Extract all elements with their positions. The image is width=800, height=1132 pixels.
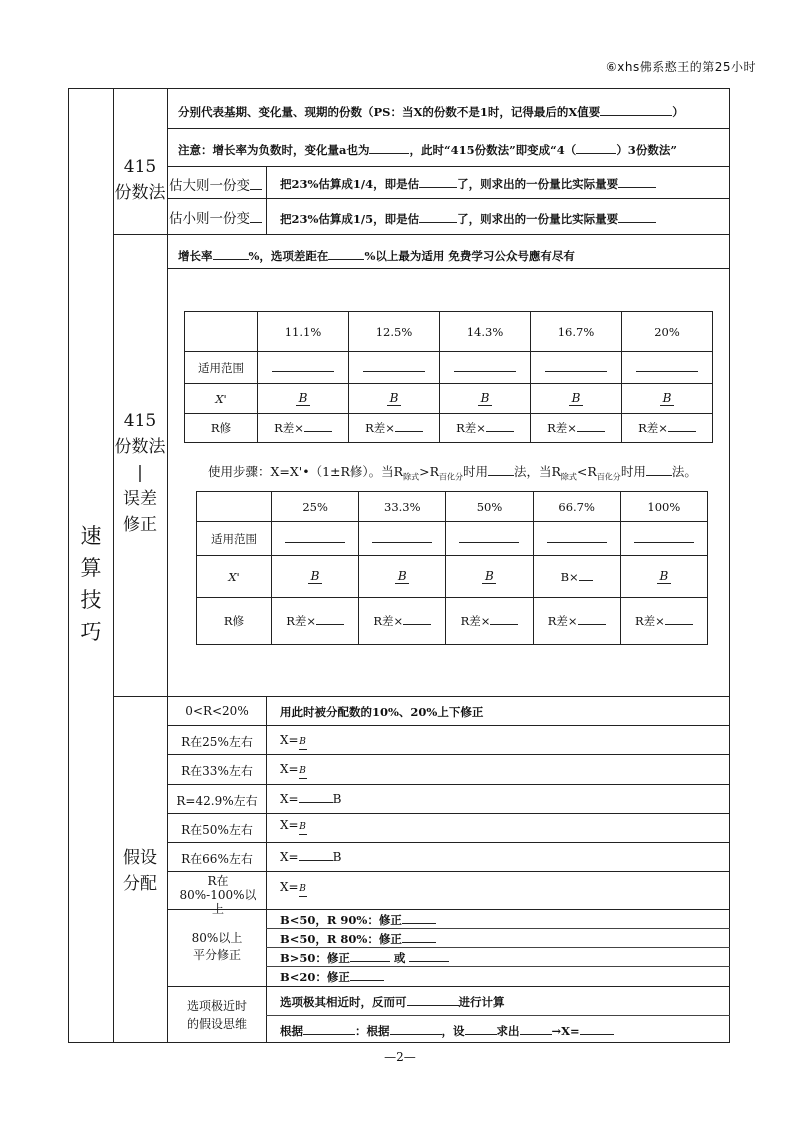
col-divider-1: [113, 88, 114, 1043]
col-divider-2: [167, 88, 168, 1043]
r3-label-1: 0<R<20%: [185, 704, 249, 718]
r1-title: 415 份数法: [114, 157, 166, 203]
r2-step-text: 使用步骤：X=X'•（1±R修）。当$R_{除式}>R_{百化分}$时用 法，当$R_{除式}<R_{百化分}$时用 法。: [208, 464, 697, 482]
r3-eighty-3: B>50：修正 或: [280, 950, 449, 966]
r1-line2: 注意：增长率为负数时，变化量a也为 ，此时“415份数法”即变成“4（ ）3份数法”: [178, 143, 677, 157]
hline: [113, 696, 730, 697]
error-table-1: 11.1% 12.5% 14.3% 16.7% 20% 适用范围 X' B B B B B R修 R差× R差× R差× R差× R差×: [184, 311, 713, 443]
hline: [167, 754, 730, 755]
hline: [167, 986, 730, 987]
header-note: ⑥xhs佛系憨王的第25小时: [606, 60, 756, 74]
r2-title: 415 份数法 | 误差 修正: [114, 411, 166, 535]
r3-near-label: 选项极近时 的假设思维: [186, 999, 247, 1031]
hline: [266, 1015, 730, 1016]
section-main-title: 速 算 技 巧: [80, 524, 102, 644]
r3-label-6: R在66%左右: [181, 852, 253, 866]
r3-text-6: X= B: [280, 850, 342, 864]
r3-label-4: R=42.9%左右: [176, 794, 258, 808]
r3-eighty-4: B<20：修正: [280, 969, 384, 985]
r3-label-2: R在25%左右: [181, 735, 253, 749]
hline: [113, 234, 730, 235]
page-number: —2—: [384, 1050, 416, 1064]
r1-small-label: 估小则一份变: [169, 207, 262, 227]
r1-big-label: 估大则一份变: [169, 174, 262, 194]
r1-small-text: 把23%估算成1/5，即是估 了，则求出的一份量比实际量要: [280, 211, 656, 227]
hline: [167, 871, 730, 872]
hline: [266, 966, 730, 967]
col-divider-r3: [266, 696, 267, 1043]
r1-line1: 分别代表基期、变化量、现期的份数（PS：当X的份数不是1时，记得最后的X值要 ）: [178, 105, 684, 119]
r3-near-line2: 根据 ：根据 ，设 求出 →X=: [280, 1023, 614, 1039]
hline: [266, 947, 730, 948]
r3-text-5: X=B: [280, 818, 307, 835]
hline: [167, 166, 730, 167]
r3-text-3: X=B: [280, 762, 307, 779]
r3-text-1: 用此时被分配数的10%、20%上下修正: [280, 705, 484, 719]
hline: [167, 784, 730, 785]
r3-eighty-1: B<50，R 90%：修正: [280, 912, 436, 928]
r2-line: 增长率 %，选项差距在 %以上最为适用 免费学习公众号應有尽有: [178, 249, 575, 263]
hline: [167, 198, 730, 199]
hline: [167, 268, 730, 269]
r3-text-2: X=B: [280, 733, 307, 750]
col-divider-r1: [266, 166, 267, 234]
error-table-2: 25% 33.3% 50% 66.7% 100% 适用范围 X' B B B B× B R修 R差× R差× R差× R差× R差×: [196, 491, 708, 645]
r3-text-7: X=B: [280, 880, 307, 897]
hline: [266, 928, 730, 929]
r3-eighty-2: B<50，R 80%：修正: [280, 931, 436, 947]
r3-label-7: R在80%-100%以上: [179, 874, 257, 916]
r3-near-line1: 选项极其相近时，反而可 进行计算: [280, 995, 505, 1009]
hline: [167, 725, 730, 726]
hline: [167, 842, 730, 843]
r1-big-text: 把23%估算成1/4，即是估 了，则求出的一份量比实际量要: [280, 176, 656, 192]
r3-text-4: X= B: [280, 792, 342, 806]
r3-label-3: R在33%左右: [181, 764, 253, 778]
r3-title: 假设 分配: [123, 848, 157, 894]
hline: [167, 813, 730, 814]
r3-label-5: R在50%左右: [181, 823, 253, 837]
hline: [167, 128, 730, 129]
r3-eighty-label: 80%以上 平分修正: [191, 931, 243, 962]
